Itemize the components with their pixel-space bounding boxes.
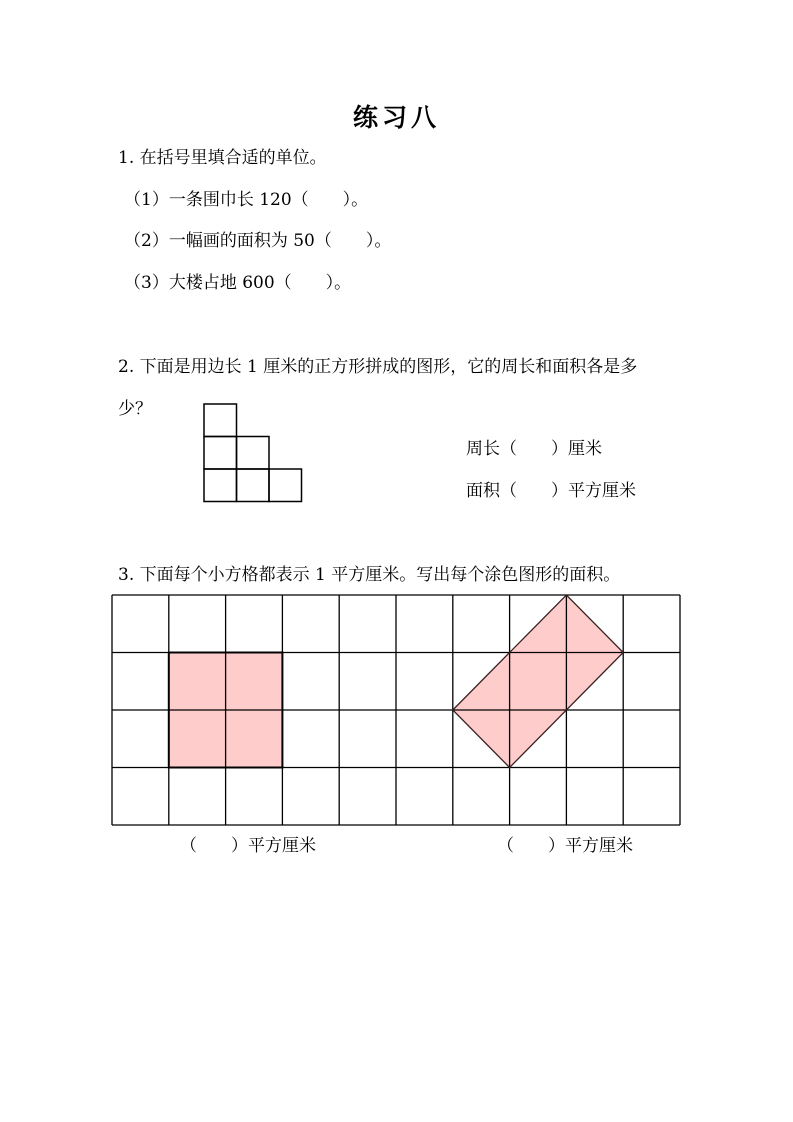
- q2-area-answer: 面积（ ）平方厘米: [466, 481, 636, 501]
- shaded-tilted-rectangle: [453, 595, 623, 768]
- q2-prompt-line1: 2. 下面是用边长 1 厘米的正方形拼成的图形，它的周长和面积各是多: [118, 357, 638, 377]
- q1-prompt: 1. 在括号里填合适的单位。: [118, 148, 327, 168]
- unit-square: [204, 469, 237, 502]
- unit-square: [237, 437, 270, 470]
- unit-square: [237, 469, 270, 502]
- q1-item-2: （2）一幅画的面积为 50（ ）。: [124, 231, 392, 251]
- q2-perimeter-answer: 周长（ ）厘米: [466, 439, 602, 459]
- q1-item-3: （3）大楼占地 600（ ）。: [124, 273, 352, 293]
- q3-answer-1: （ ）平方厘米: [180, 836, 316, 856]
- q2-prompt-line2: 少？: [118, 399, 152, 419]
- q3-answer-2: （ ）平方厘米: [497, 836, 633, 856]
- unit-square: [204, 404, 237, 437]
- q3-prompt: 3. 下面每个小方格都表示 1 平方厘米。写出每个涂色图形的面积。: [118, 565, 621, 585]
- unit-square: [204, 437, 237, 470]
- q1-item-1: （1）一条围巾长 120（ ）。: [124, 190, 369, 210]
- l-shape-figure: [204, 404, 302, 502]
- unit-square: [269, 469, 302, 502]
- page-title: 练习八: [352, 103, 440, 132]
